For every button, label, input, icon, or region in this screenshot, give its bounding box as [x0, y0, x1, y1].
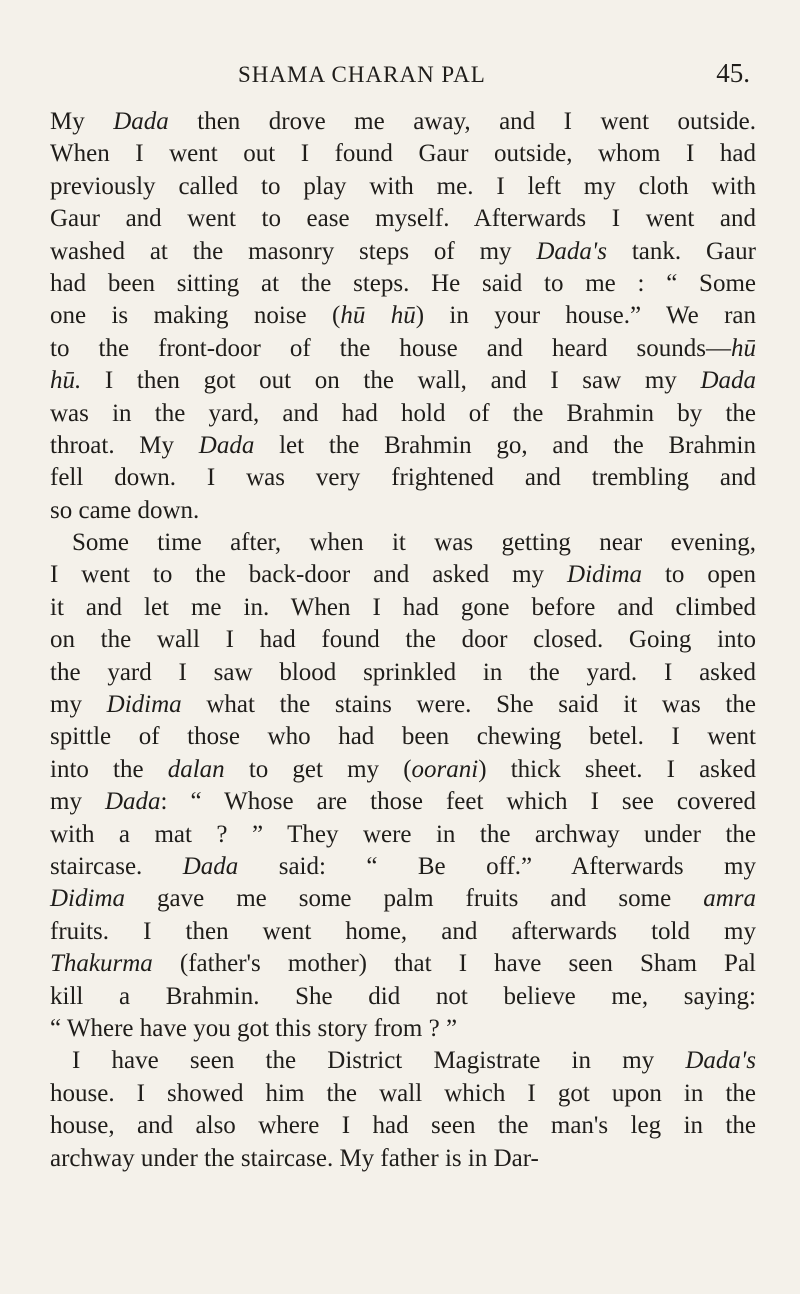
italic-term: Dada's [536, 237, 608, 265]
text-run: gave me some palm fruits and some [125, 885, 704, 913]
text-run: staircase. [50, 852, 183, 880]
text-line [50, 203, 756, 235]
text-run: had been sitting at the steps. He said to me : “ Some [50, 269, 756, 297]
text-run: throat. My [50, 431, 199, 459]
text-run: one is making noise ( [50, 302, 341, 330]
text-line [50, 786, 756, 818]
text-run: previously called to play with me. I left my cloth with [50, 172, 756, 200]
text-line [50, 171, 756, 203]
text-run: ) in your house.” We ran [415, 302, 756, 330]
text-run: the yard I saw blood sprinkled in the yard. I asked [50, 658, 756, 686]
text-line [50, 948, 756, 980]
page-number: 45. [716, 58, 750, 88]
text-line [50, 721, 756, 753]
text-run: it and let me in. When I had gone before and climbed [50, 593, 756, 621]
text-run: fruits. I then went home, and afterwards told my [50, 917, 756, 945]
italic-term: dalan [167, 755, 225, 783]
text-run: When I went out I found Gaur outside, whom I had [50, 140, 756, 168]
text-run: into the [50, 755, 168, 783]
text-run: to get my ( [224, 755, 412, 783]
italic-term: Didima [567, 561, 643, 589]
text-line [50, 624, 756, 656]
italic-term: amra [703, 885, 756, 913]
text-line [50, 592, 756, 624]
text-run: tank. Gaur [607, 237, 756, 265]
text-line [50, 851, 756, 883]
text-run: “ Where have you got this story from ? ” [50, 1014, 458, 1042]
italic-term: Dada [182, 852, 239, 880]
text-run: said: “ Be off.” Afterwards my [238, 852, 756, 880]
italic-term: Thakurma [50, 950, 153, 978]
italic-term: Didima [50, 885, 125, 913]
text-run: to open [642, 561, 757, 589]
text-run: what the stains were. She said it was the [181, 691, 756, 719]
text-run: washed at the masonry steps of my [50, 237, 537, 265]
text-line [50, 106, 756, 138]
text-line [50, 365, 756, 397]
text-run: I have seen the District Magistrate in my [72, 1047, 686, 1075]
text-line [50, 236, 756, 268]
text-run: house, and also where I had seen the man's leg in the [50, 1112, 756, 1140]
italic-term: hū. [50, 367, 82, 395]
text-line [50, 1045, 756, 1077]
italic-term: hū [731, 334, 756, 362]
text-run: I went to the back-door and asked my [50, 561, 568, 589]
text-line [50, 398, 756, 430]
text-run: fell down. I was very frightened and trembling and [50, 464, 756, 492]
text-run: (father's mother) that I have seen Sham Pal [152, 950, 756, 978]
text-line [50, 689, 756, 721]
italic-term: Dada [198, 431, 255, 459]
text-line [50, 430, 756, 462]
text-run: with a mat ? ” They were in the archway under the [50, 820, 756, 848]
text-run: so came down. [50, 496, 200, 524]
text-line [50, 1078, 756, 1110]
text-run: Gaur and went to ease myself. Afterwards I went and [50, 205, 756, 233]
text-line [50, 333, 756, 365]
text-run: I then got out on the wall, and I saw my [81, 367, 701, 395]
text-run: kill a Brahmin. She did not believe me, saying: [50, 982, 756, 1010]
text-line [50, 981, 756, 1013]
text-line [50, 754, 756, 786]
text-run: my [50, 691, 107, 719]
text-line [50, 268, 756, 300]
body-text [50, 106, 756, 1175]
text-line [50, 1143, 756, 1175]
text-line [50, 916, 756, 948]
text-run: to the front-door of the house and heard sounds— [50, 334, 731, 362]
text-line [50, 559, 756, 591]
italic-term: hū hū [340, 302, 416, 330]
text-line [50, 495, 756, 527]
text-line [50, 138, 756, 170]
italic-term: Didima [106, 691, 182, 719]
italic-term: Dada [104, 788, 161, 816]
text-line [50, 527, 756, 559]
running-head: SHAMA CHARAN PAL [238, 62, 486, 87]
text-run: : “ Whose are those feet which I see covered [160, 788, 756, 816]
italic-term: Dada [700, 367, 756, 395]
text-run: spittle of those who had been chewing betel. I went [50, 723, 756, 751]
text-line [50, 883, 756, 915]
text-line [50, 819, 756, 851]
text-run: My [50, 108, 114, 135]
text-run: was in the yard, and had hold of the Brahmin by the [50, 399, 756, 427]
text-run: my [50, 788, 105, 816]
text-run: ) thick sheet. I asked [478, 755, 756, 783]
text-line [50, 300, 756, 332]
text-line [50, 462, 756, 494]
text-line [50, 1013, 756, 1045]
text-line [50, 657, 756, 689]
text-run: Some time after, when it was getting near evening, [72, 529, 756, 557]
text-run: archway under the staircase. My father is in Dar- [50, 1144, 539, 1172]
italic-term: Dada's [685, 1047, 756, 1075]
italic-term: Dada [113, 108, 169, 135]
text-run: house. I showed him the wall which I got upon in the [50, 1079, 756, 1107]
text-run: then drove me away, and I went outside. [168, 108, 756, 135]
text-run: on the wall I had found the door closed. Going into [50, 626, 756, 654]
italic-term: oorani [411, 755, 479, 783]
text-run: let the Brahmin go, and the Brahmin [254, 431, 756, 459]
text-line [50, 1110, 756, 1142]
